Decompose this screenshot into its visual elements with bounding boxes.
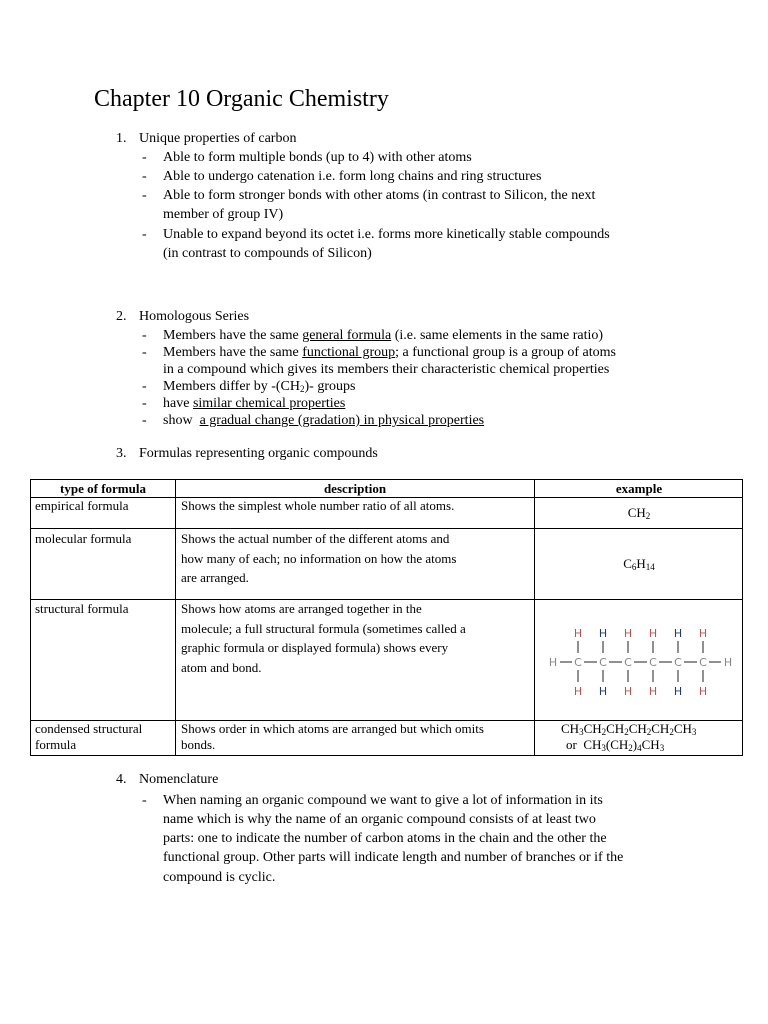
table-cell-example: $CH_2$ (627, 505, 651, 521)
hydrogen-atom: H (648, 627, 658, 640)
bullet-dash: - (142, 379, 147, 394)
hydrogen-atom: H (573, 685, 583, 698)
table-cell-type: structural formula (35, 601, 129, 616)
table-cell-description: Shows order in which atoms are arranged but which omits bonds. (181, 721, 484, 752)
list-item-continuation: functional group. Other parts will indicate length and number of branches or if the (163, 850, 624, 865)
table-cell-type: condensed structural formula (35, 721, 143, 752)
section-number: 4. (116, 772, 127, 787)
table-cell-description: Shows the actual number of the different atoms and how many of each; no information on how the atoms are arranged. (181, 531, 457, 585)
section-heading: Unique properties of carbon (139, 131, 297, 146)
section-number: 1. (116, 131, 127, 146)
section-number: 3. (116, 446, 127, 461)
carbon-atom: C (574, 656, 582, 669)
hydrogen-atom: H (573, 627, 583, 640)
list-item: Able to undergo catenation i.e. form long chains and ring structures (163, 169, 542, 184)
list-item: Members have the same functional group; a functional group is a group of atoms (163, 345, 616, 360)
page-title: Chapter 10 Organic Chemistry (94, 86, 389, 112)
table-header: type of formula (60, 481, 146, 496)
list-item-continuation: in a compound which gives its members their characteristic chemical properties (163, 362, 610, 377)
bullet-dash: - (142, 150, 147, 165)
table-cell-example: $C_6H_{14}$ (623, 556, 655, 572)
hydrogen-atom: H (673, 627, 683, 640)
bullet-dash: - (142, 396, 147, 411)
list-item-continuation: compound is cyclic. (163, 870, 276, 885)
hydrogen-atom: H (698, 627, 708, 640)
hydrogen-atom: H (598, 627, 608, 640)
list-item: When naming an organic compound we want to give a lot of information in its (163, 793, 603, 808)
table-cell-type: empirical formula (35, 498, 129, 513)
section-heading: Formulas representing organic compounds (139, 446, 378, 461)
list-item: Able to form stronger bonds with other atoms (in contrast to Silicon, the next (163, 188, 596, 203)
list-item: show a gradual change (gradation) in physical properties (163, 413, 485, 428)
bullet-dash: - (142, 188, 147, 203)
list-item-continuation: member of group IV) (163, 207, 284, 222)
table-header: example (615, 481, 663, 496)
table-cell-description: Shows how atoms are arranged together in the molecule; a full structural formula (sometimes called a graphic formula or displayed formula) shows every atom and bond. (181, 601, 466, 675)
hydrogen-atom: H (548, 656, 558, 669)
list-item: Members have the same general formula (i.e. same elements in the same ratio) (163, 328, 604, 343)
section-heading: Nomenclature (139, 772, 219, 787)
carbon-atom: C (599, 656, 607, 669)
list-item: Members differ by $-(CH_2)-$ groups (163, 379, 356, 394)
bullet-dash: - (142, 413, 147, 428)
hydrogen-atom: H (623, 685, 633, 698)
section-heading: Homologous Series (139, 309, 250, 324)
hydrogen-atom: H (648, 685, 658, 698)
condensed-formula-alt: or $CH_3(CH_2)_4CH_3$ (566, 737, 665, 753)
list-item-continuation: name which is why the name of an organic compound consists of at least two (163, 812, 596, 827)
carbon-atom: C (674, 656, 682, 669)
condensed-formula: $CH_3CH_2CH_2CH_2CH_2CH_3$ (561, 721, 697, 737)
list-item: Unable to expand beyond its octet i.e. forms more kinetically stable compounds (163, 227, 610, 242)
bullet-dash: - (142, 169, 147, 184)
carbon-atom: C (624, 656, 632, 669)
hydrogen-atom: H (623, 627, 633, 640)
table-cell-description: Shows the simplest whole number ratio of all atoms. (181, 498, 455, 513)
list-item: have similar chemical properties (163, 396, 346, 411)
bullet-dash: - (142, 793, 147, 808)
carbon-atom: C (699, 656, 707, 669)
formula-table (30, 479, 743, 756)
bullet-dash: - (142, 345, 147, 360)
table-header: description (323, 481, 387, 496)
table-cell-type: molecular formula (35, 531, 132, 546)
carbon-atom: C (649, 656, 657, 669)
hydrogen-atom: H (598, 685, 608, 698)
list-item-continuation: (in contrast to compounds of Silicon) (163, 246, 372, 261)
hydrogen-atom: H (723, 656, 733, 669)
section-number: 2. (116, 309, 127, 324)
bullet-dash: - (142, 328, 147, 343)
list-item-continuation: parts: one to indicate the number of carbon atoms in the chain and the other the (163, 831, 607, 846)
hydrogen-atom: H (673, 685, 683, 698)
hydrogen-atom: H (698, 685, 708, 698)
list-item: Able to form multiple bonds (up to 4) with other atoms (163, 150, 472, 165)
hexane-structural-formula (546, 620, 742, 704)
bullet-dash: - (142, 227, 147, 242)
table-cell-example (561, 721, 696, 753)
